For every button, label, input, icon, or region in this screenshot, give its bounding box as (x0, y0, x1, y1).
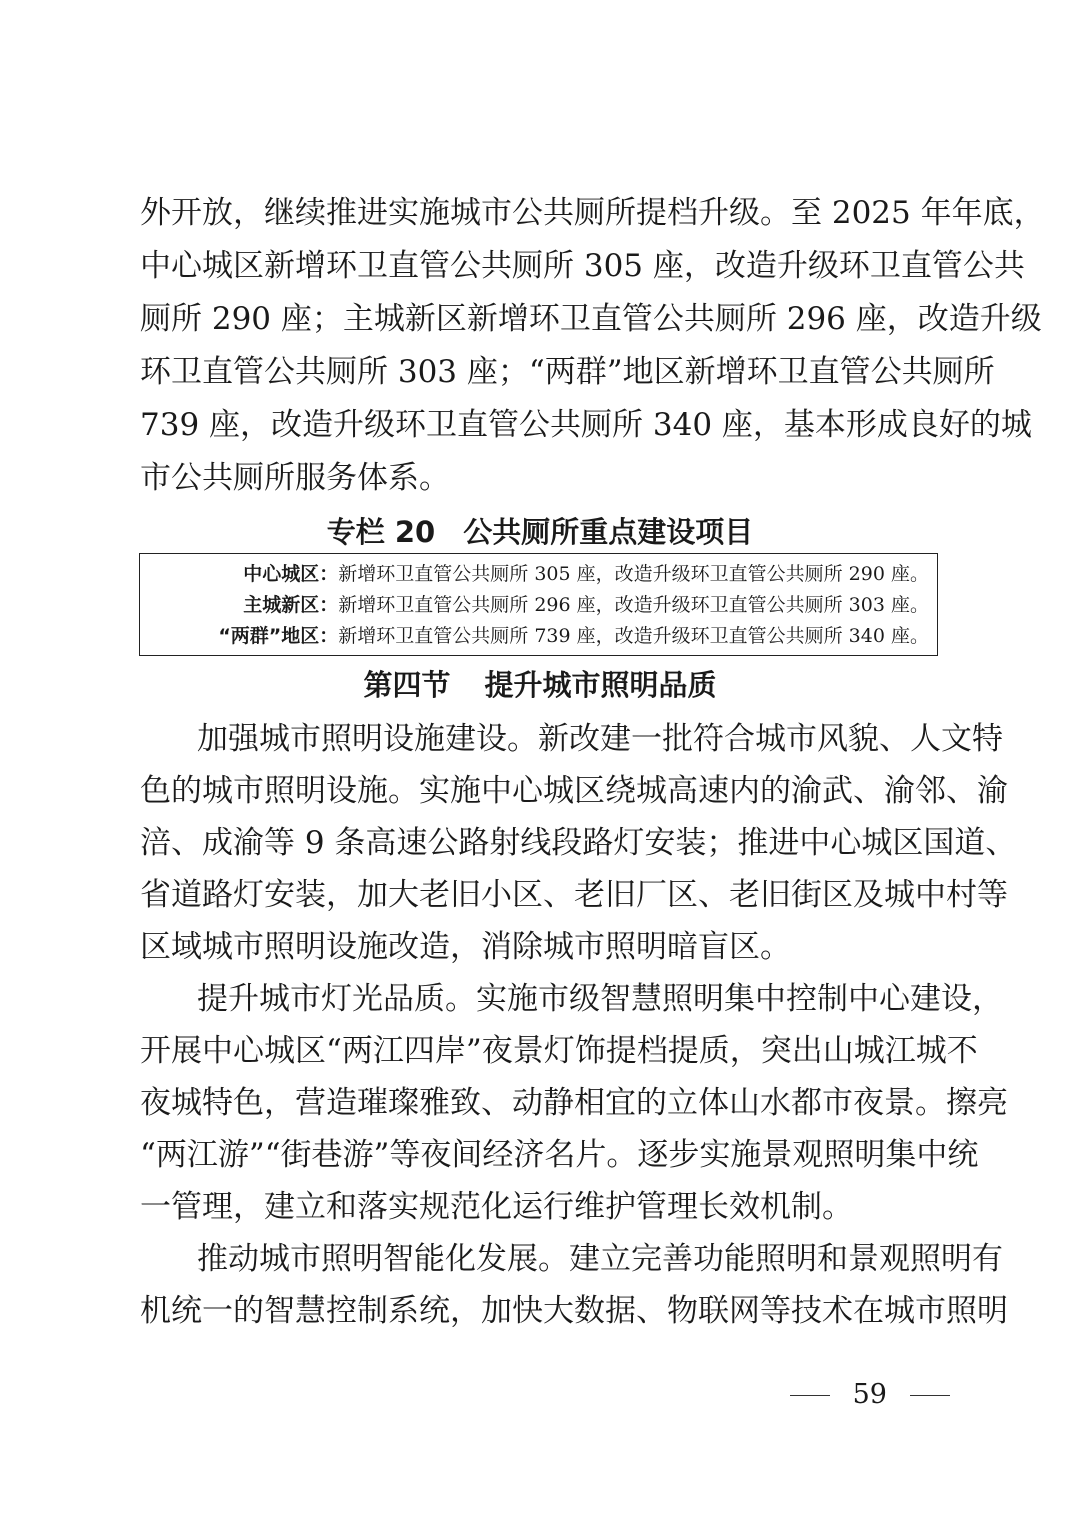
text-line: 加强城市照明设施建设。新改建一批符合城市风貌、人文特 (197, 721, 1003, 757)
text-line: 推动城市照明智能化发展。建立完善功能照明和景观照明有 (197, 1241, 1003, 1277)
text-line: 厕所 290 座；主城新区新增环卫直管公共厕所 296 座，改造升级 (140, 301, 1042, 337)
section-title: 提升城市照明品质 (484, 668, 717, 702)
text-line: 外开放，继续推进实施城市公共厕所提档升级。至 2025 年年底， (140, 195, 1045, 231)
text-line: 中心城区新增环卫直管公共厕所 305 座，改造升级环卫直管公共 (140, 248, 1025, 284)
text-line: 开展中心城区“两江四岸”夜景灯饰提档提质，突出山城江城不 (140, 1033, 978, 1069)
box-title-text: 公共厕所重点建设项目 (463, 515, 754, 549)
page-number (790, 1377, 950, 1413)
box-row (243, 590, 929, 620)
dash-right (910, 1395, 950, 1397)
text-line: 一管理，建立和落实规范化运行维护管理长效机制。 (140, 1189, 853, 1225)
box-row-label: 中心城区： (243, 563, 339, 585)
text-line: 区域城市照明设施改造，消除城市照明暗盲区。 (140, 929, 791, 965)
box-row-label: “两群”地区： (218, 625, 339, 647)
text-line: 市公共厕所服务体系。 (140, 460, 450, 496)
box-row-text: 新增环卫直管公共厕所 739 座，改造升级环卫直管公共厕所 340 座。 (338, 625, 929, 647)
text-line: 739 座，改造升级环卫直管公共厕所 340 座，基本形成良好的城 (140, 407, 1032, 443)
box-title (140, 512, 940, 552)
box-title-number: 专栏 20 (326, 515, 436, 549)
box-row (218, 621, 929, 651)
text-line: 提升城市灯光品质。实施市级智慧照明集中控制中心建设， (197, 981, 1003, 1017)
section-number: 第四节 (363, 668, 451, 702)
text-line: 机统一的智慧控制系统，加快大数据、物联网等技术在城市照明 (140, 1293, 1008, 1329)
text-line: 夜城特色，营造璀璨雅致、动静相宜的立体山水都市夜景。擦亮 (140, 1085, 1008, 1121)
section-heading (140, 663, 940, 707)
page-number-value: 59 (852, 1379, 887, 1410)
box-row-text: 新增环卫直管公共厕所 305 座，改造升级环卫直管公共厕所 290 座。 (338, 563, 929, 585)
text-line: 涪、成渝等 9 条高速公路射线段路灯安装；推进中心城区国道、 (140, 825, 1017, 861)
box-row-text: 新增环卫直管公共厕所 296 座，改造升级环卫直管公共厕所 303 座。 (338, 594, 929, 616)
text-line: 省道路灯安装，加大老旧小区、老旧厂区、老旧街区及城中村等 (140, 877, 1008, 913)
text-line: “两江游”“街巷游”等夜间经济名片。逐步实施景观照明集中统 (140, 1137, 979, 1173)
dash-left (790, 1395, 830, 1397)
box-row-label: 主城新区： (243, 594, 339, 616)
text-line: 色的城市照明设施。实施中心城区绕城高速内的渝武、渝邻、渝 (140, 773, 1008, 809)
text-line: 环卫直管公共厕所 303 座；“两群”地区新增环卫直管公共厕所 (140, 354, 995, 390)
project-box (139, 553, 938, 656)
box-row (243, 559, 929, 589)
